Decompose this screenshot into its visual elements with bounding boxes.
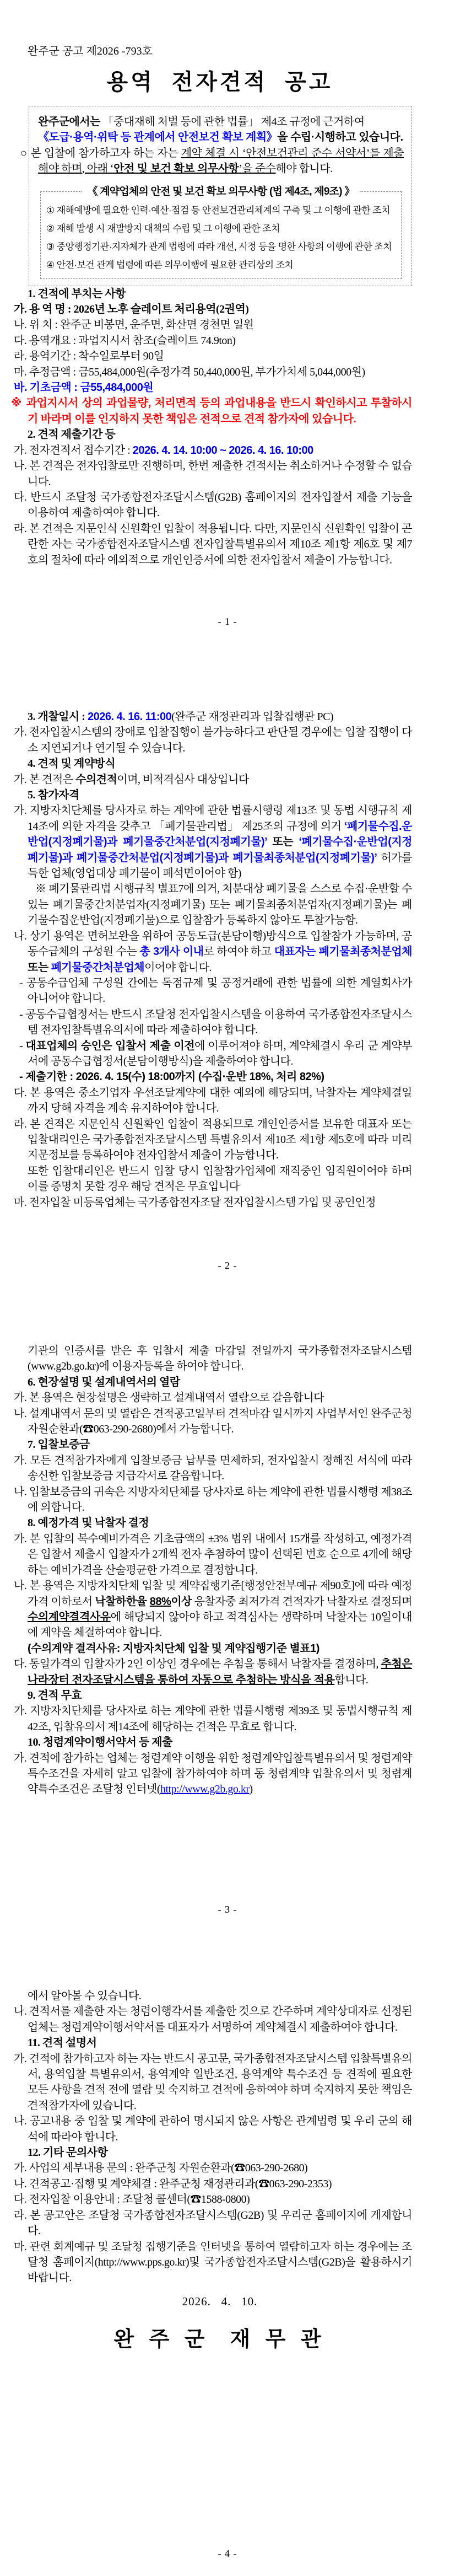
text-segment: 다. 전자입찰 이용안내 : 조달청 콜센터(☎1588-0800)	[14, 2193, 250, 2206]
text-segment: 가. 본 견적은	[14, 773, 76, 786]
paragraph	[14, 1406, 412, 1437]
paragraph	[14, 458, 412, 490]
text-segment: 라. 용역기간 : 착수일로부터 90일	[14, 350, 164, 363]
text-segment: 11. 견적 설명서	[28, 2037, 97, 2049]
text-segment: 이상	[171, 1595, 192, 1608]
paragraph	[46, 238, 396, 256]
text-segment: 나. 공고내용 중 입찰 및 계약에 관하여 명시되지 않은 사항은 관계법령 및 우리 군의 해석에 따라야 합니다.	[14, 2115, 412, 2143]
paragraph	[14, 348, 412, 364]
text-segment: -	[19, 1039, 26, 1052]
paragraph	[19, 1069, 412, 1085]
text-segment: 5. 참가자격	[28, 789, 79, 802]
text-segment: 가. 견적에 참가하는 업체는 청렴계약 이행을 위한 청렴계약입찰특별유의서 및 청렴계약특수조건을 자세히 알고 입찰에 참가하여야 하며 동 청렴계약 입찰유의서 및 청렴계약특수조건은 조달청 인터넷(	[14, 1752, 412, 1796]
paragraph	[28, 2035, 412, 2051]
text-segment: 가. 모든 견적참가자에게 입찰보증금 납부를 면제하되, 전자입찰시 정해진 서식에 따라 송신한 입찰보증금 지급각서로 갈음합니다.	[14, 1454, 412, 1483]
text-segment: 10. 청렴계약이행서약서 등 제출	[28, 1736, 172, 1749]
page-4-body	[14, 1988, 412, 2286]
paragraph	[14, 364, 412, 380]
text-segment: 1. 견적에 부치는 사항	[28, 287, 126, 300]
paragraph	[28, 427, 412, 442]
text-segment: 나. 입찰보증금의 귀속은 지방자치단체를 당사자로 하는 계약에 관한 법률시행령 제38조에 의합니다.	[14, 1485, 412, 1514]
safety-notice-paragraphs	[20, 114, 404, 177]
text-segment: 낙찰하한율	[95, 1595, 150, 1608]
obligations-inner-box	[40, 185, 402, 279]
text-segment: 2. 견적 제출기간 등	[28, 428, 116, 441]
paragraph	[38, 130, 404, 145]
text-segment: 기관의 인증서를 받은 후 입찰서 제출 마감일 전일까지 국가종합전자조달시스템(www.g2b.go.kr)에 이용자등록을 하여야 합니다.	[28, 1345, 412, 1373]
paragraph	[28, 1437, 412, 1452]
text-segment: 또는	[267, 836, 299, 849]
paragraph	[28, 787, 412, 803]
text-segment: 《도급·용역·위탁 등 관계에서 안전보건 확보 계획》	[38, 131, 278, 144]
text-segment: ‘폐기물수집.운반업(지정폐기물)과 폐기물중간처분업(지정폐기물)’	[28, 820, 412, 849]
paragraph	[11, 395, 412, 427]
paragraph	[28, 756, 412, 771]
paragraph	[14, 1117, 412, 1163]
page-2	[0, 644, 455, 1288]
paragraph	[14, 317, 412, 332]
text-segment: 또는	[28, 961, 51, 974]
text-segment: 을 수립·시행하고 있습니다.	[277, 131, 403, 144]
paragraph	[19, 1007, 412, 1038]
text-segment: (수의계약 결격사유: 지방자치단체 입찰 및 계약집행기준 별표1)	[28, 1642, 319, 1655]
text-segment: 「중대재해 처벌 등에 관한 법률」 제4조 규정에 근거하여	[100, 116, 365, 128]
text-segment: 6. 현장설명 및 설계내역서의 열람	[28, 1376, 180, 1388]
text-segment: )	[249, 1783, 253, 1796]
paragraph	[28, 2145, 412, 2160]
text-segment: 다. 동일가격의 입찰자가 2인 이상인 경우에는 추첨을 통해서 낙찰자를 결정하며,	[14, 1658, 381, 1671]
text-segment: 이어야 합니다.	[144, 961, 212, 974]
page-2-content	[0, 644, 455, 1210]
paragraph	[14, 2192, 412, 2207]
paragraph	[28, 1163, 412, 1195]
paragraph	[14, 521, 412, 568]
text-segment: 마. 전자입찰 미등록업체는 국가종합전자조달 전자입찰시스템 가입 및 공인인정	[14, 1196, 376, 1209]
paragraph	[14, 333, 412, 348]
text-segment: 완주군에서는	[38, 116, 100, 128]
page-title: 용역 전자견적 공고	[106, 69, 333, 94]
text-segment: 나. 위 치 : 완주군 비봉면, 운주면, 화산면 경천면 일원	[14, 319, 254, 331]
paragraph	[46, 219, 396, 238]
paragraph	[19, 1038, 412, 1070]
text-segment: 가. 지방자치단체를 당사자로 하는 계약에 관한 법률시행령 제13조 및 동법 시행규칙 제14조에 의한 자격을 갖추고 「폐기물관리법」 제25조의 규정에 의거	[14, 804, 412, 833]
text-segment: ※ 과업지시서 상의 과업물량, 처리면적 등의 과업내용을 반드시 확인하시고 투찰하시기 바라며 이를 인지하지 못한 책임은 전적으로 견적 참가자에 있습니다.	[11, 397, 412, 425]
paragraph	[28, 1641, 412, 1656]
paragraph	[14, 724, 412, 756]
text-segment: ① 재해예방에 필요한 인력·예산·점검 등 안전보건관리체계의 구축 및 그 이행에 관한 조치	[46, 205, 390, 216]
text-segment: ② 재해 발생 시 재발방지 대책의 수립 및 그 이행에 관한 조치	[46, 223, 280, 234]
doc-number: 완주군 공고 제2026 -793호	[28, 45, 153, 57]
text-segment: 다. 반드시 조달청 국가종합전자조달시스템(G2B) 홈페이지의 전자입찰서 제출 기능을 이용하여 제출하여야 합니다.	[14, 491, 412, 519]
text-segment: ‘폐기물수집·운반업(지정폐기물)과 폐기물중간처분업(지정폐기물)과 폐기물최종처분업(지정폐기물)’	[28, 836, 412, 864]
inner-box-title: 《 계약업체의 안전 및 보건 확보 의무사항 (법 제4조, 제9조) 》	[82, 184, 360, 200]
text-segment: 가. 사업의 세부내용 문의 : 완주군청 자원순환과(☎063-290-2680)	[14, 2162, 308, 2175]
text-segment: ④ 안전·보건 관계 법령에 따른 의무이행에 필요한 관리상의 조치	[46, 259, 294, 270]
paragraph	[14, 772, 412, 787]
text-segment: 마. 관련 회계예규 및 조달청 집행기준을 인터넷을 통하여 열람하고자 하는 경우에는 조달청 홈페이지(http://www.pps.go.kr)및 국가종합전자조달시스템(G2B)을 활용하시기 바랍니다.	[14, 2240, 412, 2284]
text-segment: 계약 체결 시 ‘안전보건관리 준수 서약서’를 제출해야 하며	[38, 147, 404, 175]
announcement-date: 2026. 4. 10.	[182, 2294, 258, 2308]
page-3	[0, 1288, 455, 1932]
paragraph	[14, 1578, 412, 1641]
text-segment: 추첨은 나라장터 전자조달시스템을 통하여 자동으로 추첨하는 방식을 적용	[28, 1658, 412, 1686]
text-segment: 합니다.	[334, 1673, 369, 1686]
paragraph	[19, 975, 412, 1007]
text-segment: 에 해당되지 않아야 하고 적격심사는 생략하며 낙찰자는 10일이내에 계약을 체결하여야 합니다.	[28, 1611, 412, 1639]
paragraph	[14, 1085, 412, 1117]
text-segment: 안전 및 보건 확보 의무사항	[113, 163, 239, 175]
text-segment: 가. 용 역 명 : 2026년 노후 슬레이트 처리용역(2권역)	[14, 303, 249, 316]
paragraph	[28, 709, 412, 724]
text-segment: ○ 본 입찰에 참가하고자 하는 자는	[20, 147, 181, 159]
text-segment: 에서 알아볼 수 있습니다.	[28, 1990, 142, 2002]
page-1	[0, 0, 455, 644]
paragraph	[14, 1531, 412, 1578]
paragraph	[28, 286, 412, 302]
text-segment: 가. 본 입찰의 복수예비가격은 기초금액의 ±3% 범위 내에서 15개를 작성하고, 예정가격은 입찰서 제출시 입찰자가 2개씩 전자 추첨하여 많이 선택된 번호 순으로 4개에 해당하는 예비가격을 산술평균한 가격으로 결정합니다.	[14, 1532, 412, 1576]
paragraph	[14, 1484, 412, 1516]
page-2-body	[14, 709, 413, 1210]
text-segment: 가. 견적에 참가하고자 하는 자는 반드시 공고문, 국가종합전자조달시스템 입찰특별유의서, 용역입찰 특별유의서, 용역계약 일반조건, 용역계약 특수조건 등 견적에 필요한 모든 사항을 견적 전에 열람 및 숙지하고 견적에 응하여야 하며 숙지하지 못한 책임은 견적참가자에 있습니다.	[14, 2052, 412, 2112]
page-1-content	[0, 0, 455, 568]
page-number-2: - 2 -	[218, 1260, 237, 1271]
paragraph	[14, 2239, 412, 2286]
paragraph	[14, 2113, 412, 2145]
text-segment: 가. 본 용역은 현장설명은 생략하고 설계내역서 열람으로 갈음합니다	[14, 1392, 324, 1404]
page-4	[0, 1932, 455, 2576]
text-segment: 라. 본 견적은 지문인식 신원확인 입찰이 적용됩니다. 다만, 지문인식 신원확인 입찰이 곤란한 자는 국가종합전자조달시스템 전자입찰특별유의서 제10조 제1항 제6호 및 제7호의 절차에 따라 예외적으로 개인인증서에 의한 전자입찰서 제출이 가능합니다.	[14, 522, 412, 566]
paragraph	[14, 2208, 412, 2239]
signature-authority: 완 주 군 재 무 관	[113, 2327, 326, 2351]
paragraph	[14, 2051, 412, 2114]
text-segment: 88%	[149, 1595, 171, 1608]
text-segment: 9. 견적 무효	[28, 1689, 82, 1702]
paragraph	[28, 1988, 412, 2004]
text-segment: ※ 폐기물관리법 시행규칙 별표7에 의거, 처분대상 폐기물을 스스로 수집·운반할 수 있는 폐기물중간처분업자(지정폐기물) 또는 폐기물최종처분업자(지정폐기물)는 폐기물수집운반업(지정폐기물)으로 입찰참가 등록하지 않아도 투찰가능함.	[28, 883, 412, 927]
paragraph	[14, 2160, 412, 2176]
paragraph	[14, 1195, 412, 1210]
paragraph	[28, 1688, 412, 1703]
text-segment: 나. 상기 용역은 면허보완을 위하여 공동도급(분담이행)방식으로 입찰참가 가능하며, 공동수급체의 구성원 수는	[14, 930, 412, 958]
text-segment: 로 하여야 하고	[203, 946, 274, 958]
text-segment: 바. 기초금액 : 금55,484,000원	[14, 382, 154, 394]
text-segment: 이며, 비적격심사 대상입니다	[117, 773, 249, 786]
text-segment: 또한 입찰대리인은 반드시 입찰 당시 입찰참가업체에 재직중인 임직원이어야 하며 이를 증명치 못할 경우 해당 견적은 무효입니다	[28, 1164, 412, 1193]
text-segment: 마. 추정금액 : 금55,484,000원(추정가격 50,440,000원, 부가가치세 5,044,000원)	[14, 366, 365, 378]
paragraph	[28, 1375, 412, 1390]
text-segment: 폐기물중간처분업체	[51, 961, 145, 974]
text-segment: 허가를 득한 업체(영업대상 폐기물이 폐석면이어야 함)	[28, 851, 412, 880]
text-segment: 나. 견적서를 제출한 자는 청렴이행각서를 제출한 것으로 간주하며 계약상대자로 선정된 업체는 청렴계약이행서약서를 대표자가 서명하여 계약체결시 제출하여야 합니다.	[14, 2005, 412, 2033]
page-4-content	[0, 1932, 455, 2352]
paragraph	[14, 1656, 412, 1688]
paragraph	[14, 1703, 412, 1735]
text-segment: 다. 용역개요 : 과업지시서 참조(슬레이트 74.9ton)	[14, 334, 236, 347]
text-segment: 7. 입찰보증금	[28, 1439, 90, 1451]
g2b-link[interactable]: http://www.g2b.go.kr	[160, 1783, 250, 1796]
text-segment: 나. 견적공고·집행 및 계약체결 : 완주군청 재정관리과(☎063-290-2353)	[14, 2177, 332, 2190]
text-segment: 가. 지방자치단체를 당사자로 하는 계약에 관한 법률시행령 제39조 및 동법시행규칙 제42조, 입찰유의서 제14조에 해당하는 견적은 무효로 합니다.	[14, 1705, 412, 1733]
safety-notice-box	[20, 106, 412, 286]
paragraph	[14, 380, 412, 395]
paragraph	[14, 443, 412, 458]
paragraph	[14, 803, 412, 881]
text-segment: , 아래 ‘	[82, 163, 114, 175]
text-segment: 라. 본 공고안은 조달청 국가종합전자조달시스템(G2B) 및 우리군 홈페이지에 게재합니다.	[14, 2209, 412, 2237]
text-segment: 해야 합니다.	[275, 163, 333, 175]
text-segment: - 공동수급협정서는 반드시 조달청 전자입찰시스템을 이용하여 국가종합전자조달시스템 전자입찰특별유의서에 따라 제출하여야 합니다.	[19, 1008, 412, 1037]
text-segment: 수의계약결격사유	[28, 1611, 111, 1623]
page-number-4: - 4 -	[218, 2548, 237, 2559]
paragraph	[14, 929, 413, 975]
text-segment: - 공동수급업체 구성원 간에는 독점규제 및 공정거래에 관한 법률에 의한 계열회사가 아니어야 합니다.	[19, 976, 412, 1005]
text-segment: 다. 본 용역은 중소기업자 우선조달계약에 대한 예외에 해당되며, 낙찰자는 계약체결일까지 당해 자격을 계속 유지하여야 합니다.	[14, 1086, 412, 1115]
text-segment: ③ 중앙행정기관·지자체가 관계 법령에 따라 개선, 시정 등을 명한 사항의 이행에 관한 조치	[46, 241, 392, 252]
text-segment: 나. 본 용역은 지방자치단체 입찰 및 계약집행기준[행정안전부예규 제90호]에 따라 예정가격 이하로서	[14, 1580, 412, 1608]
paragraph	[28, 1515, 412, 1531]
paragraph	[14, 1390, 412, 1405]
paragraph	[28, 881, 412, 928]
paragraph	[14, 302, 412, 317]
paragraph	[28, 1343, 412, 1375]
text-segment: 2026. 4. 16. 11:00	[87, 711, 172, 723]
text-segment: 가. 전자견적서 접수기간 :	[14, 444, 133, 457]
text-segment: 8. 예정가격 및 낙찰자 결정	[28, 1517, 149, 1530]
text-segment: ’을 준수	[239, 163, 276, 175]
text-segment: 에 이루어져야 하며, 계약체결시 우리 군 계약부서에 공동수급협정서(분담이행방식)을 제출하여야 합니다.	[28, 1039, 412, 1067]
text-segment: 나. 본 견적은 전자입찰로만 진행하며, 한번 제출한 견적서는 취소하거나 수정할 수 없습니다.	[14, 460, 412, 488]
paragraph	[14, 2004, 412, 2035]
text-segment: 대표자는 폐기물최종처분업체	[274, 946, 413, 958]
text-segment: 대표업체의 승인은 입찰서 제출 이전	[25, 1039, 195, 1052]
paragraph	[46, 201, 396, 219]
paragraph	[46, 256, 396, 274]
text-segment: 나. 설계내역서 문의 및 열람은 견적공고일부터 견적마감 일시까지 사업부서인 완주군청 자원순환과(☎063-290-2680)에서 가능합니다.	[14, 1407, 412, 1436]
paragraph	[14, 1453, 412, 1484]
page-1-body	[11, 286, 412, 568]
text-segment: 총 3개사 이내	[139, 946, 204, 958]
page-3-body	[14, 1343, 412, 1797]
text-segment: 3. 개찰일시 :	[28, 711, 88, 723]
obligation-items	[46, 201, 396, 274]
text-segment: 4. 견적 및 계약방식	[28, 758, 116, 770]
paragraph	[20, 146, 404, 177]
text-segment: (완주군 재정관리과 입찰집행관 PC)	[171, 711, 334, 723]
paragraph	[14, 1751, 412, 1797]
text-segment: 라. 본 견적은 지문인식 신원확인 입찰이 적용되므로 개인인증서를 보유한 대표자 또는 입찰대리인은 국가종합전자조달시스템 특별유의서 제10조 제1항 제5호에 따라 미리 지문정보를 등록하여야 전자입찰서 제출이 가능합니다.	[14, 1118, 412, 1162]
paragraph	[14, 2176, 412, 2192]
text-segment: 응찰자중 최저가격 견적자가 낙찰자로 결정되며	[191, 1595, 412, 1608]
paragraph	[28, 1735, 412, 1750]
text-segment: 가. 전자입찰시스템의 장애로 입찰집행이 불가능하다고 판단될 경우에는 입찰 집행이 다소 지연되거나 연기될 수 있습니다.	[14, 726, 412, 754]
text-segment: 12. 기타 문의사항	[28, 2146, 108, 2159]
text-segment: 2026. 4. 14. 10:00 ~ 2026. 4. 16. 10:00	[132, 444, 313, 457]
paragraph	[14, 490, 412, 521]
page-number-1: - 1 -	[218, 616, 237, 627]
text-segment: 수의견적	[75, 773, 117, 786]
paragraph	[38, 114, 404, 130]
page-number-3: - 3 -	[218, 1904, 237, 1915]
page-3-content	[0, 1288, 455, 1797]
text-segment: - 제출기한 : 2026. 4. 15(수) 18:00까지 (수집·운반 18%, 처리 82%)	[19, 1071, 324, 1083]
